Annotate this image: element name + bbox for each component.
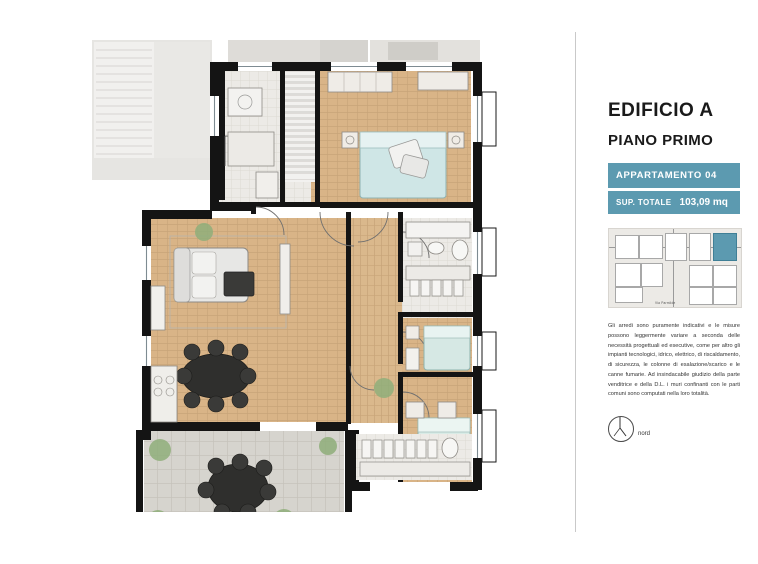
- vano-scala: [284, 70, 316, 182]
- keyplan-unit: [689, 287, 713, 305]
- keyplan-unit: [615, 263, 641, 287]
- total-area-label: SUP. TOTALE: [616, 198, 672, 207]
- keyplan-unit-highlighted: [713, 233, 737, 261]
- keyplan-caption: Via Parmilde: [655, 301, 676, 305]
- keyplan-unit: [615, 287, 643, 303]
- keyplan-unit: [665, 233, 687, 261]
- furniture-bagno-2: [356, 434, 472, 480]
- info-panel: [608, 100, 740, 450]
- key-plan: [608, 228, 742, 308]
- floor-plan-drawing: [88, 36, 500, 512]
- vertical-divider: [575, 32, 576, 532]
- keyplan-unit: [641, 263, 663, 287]
- keyplan-unit: [713, 287, 737, 305]
- total-area-badge: [608, 191, 740, 214]
- furniture-camera-singola: [406, 326, 470, 370]
- floor-title: PIANO PRIMO: [608, 132, 714, 149]
- building-title: EDIFICIO A: [608, 100, 714, 121]
- keyplan-unit: [615, 235, 639, 259]
- total-area-value: 103,09 mq: [679, 197, 728, 208]
- keyplan-unit: [689, 265, 713, 287]
- keyplan-unit: [713, 265, 737, 287]
- north-indicator: [608, 416, 740, 450]
- keyplan-unit: [639, 235, 663, 259]
- north-label: nord: [638, 431, 651, 438]
- keyplan-unit: [689, 233, 711, 261]
- disclaimer-text: Gli arredi sono puramente indicativi e le misure possono leggermente variare a seconda delle necessità progettuali ed esecutive, come per altro gli impianti tecnologici, idrico, elettrico, di riscaldamento, di sicurezza, le colonne di esalazione/scarico e le canne fumarie. Ad insindacabile giudizio della parte venditrice e della D.L. i muri confinanti con le parti comuni sono computati nella loro totalità.: [608, 323, 740, 398]
- apartment-badge: APPARTAMENTO 04: [608, 163, 740, 188]
- north-arrow-icon: [607, 415, 633, 441]
